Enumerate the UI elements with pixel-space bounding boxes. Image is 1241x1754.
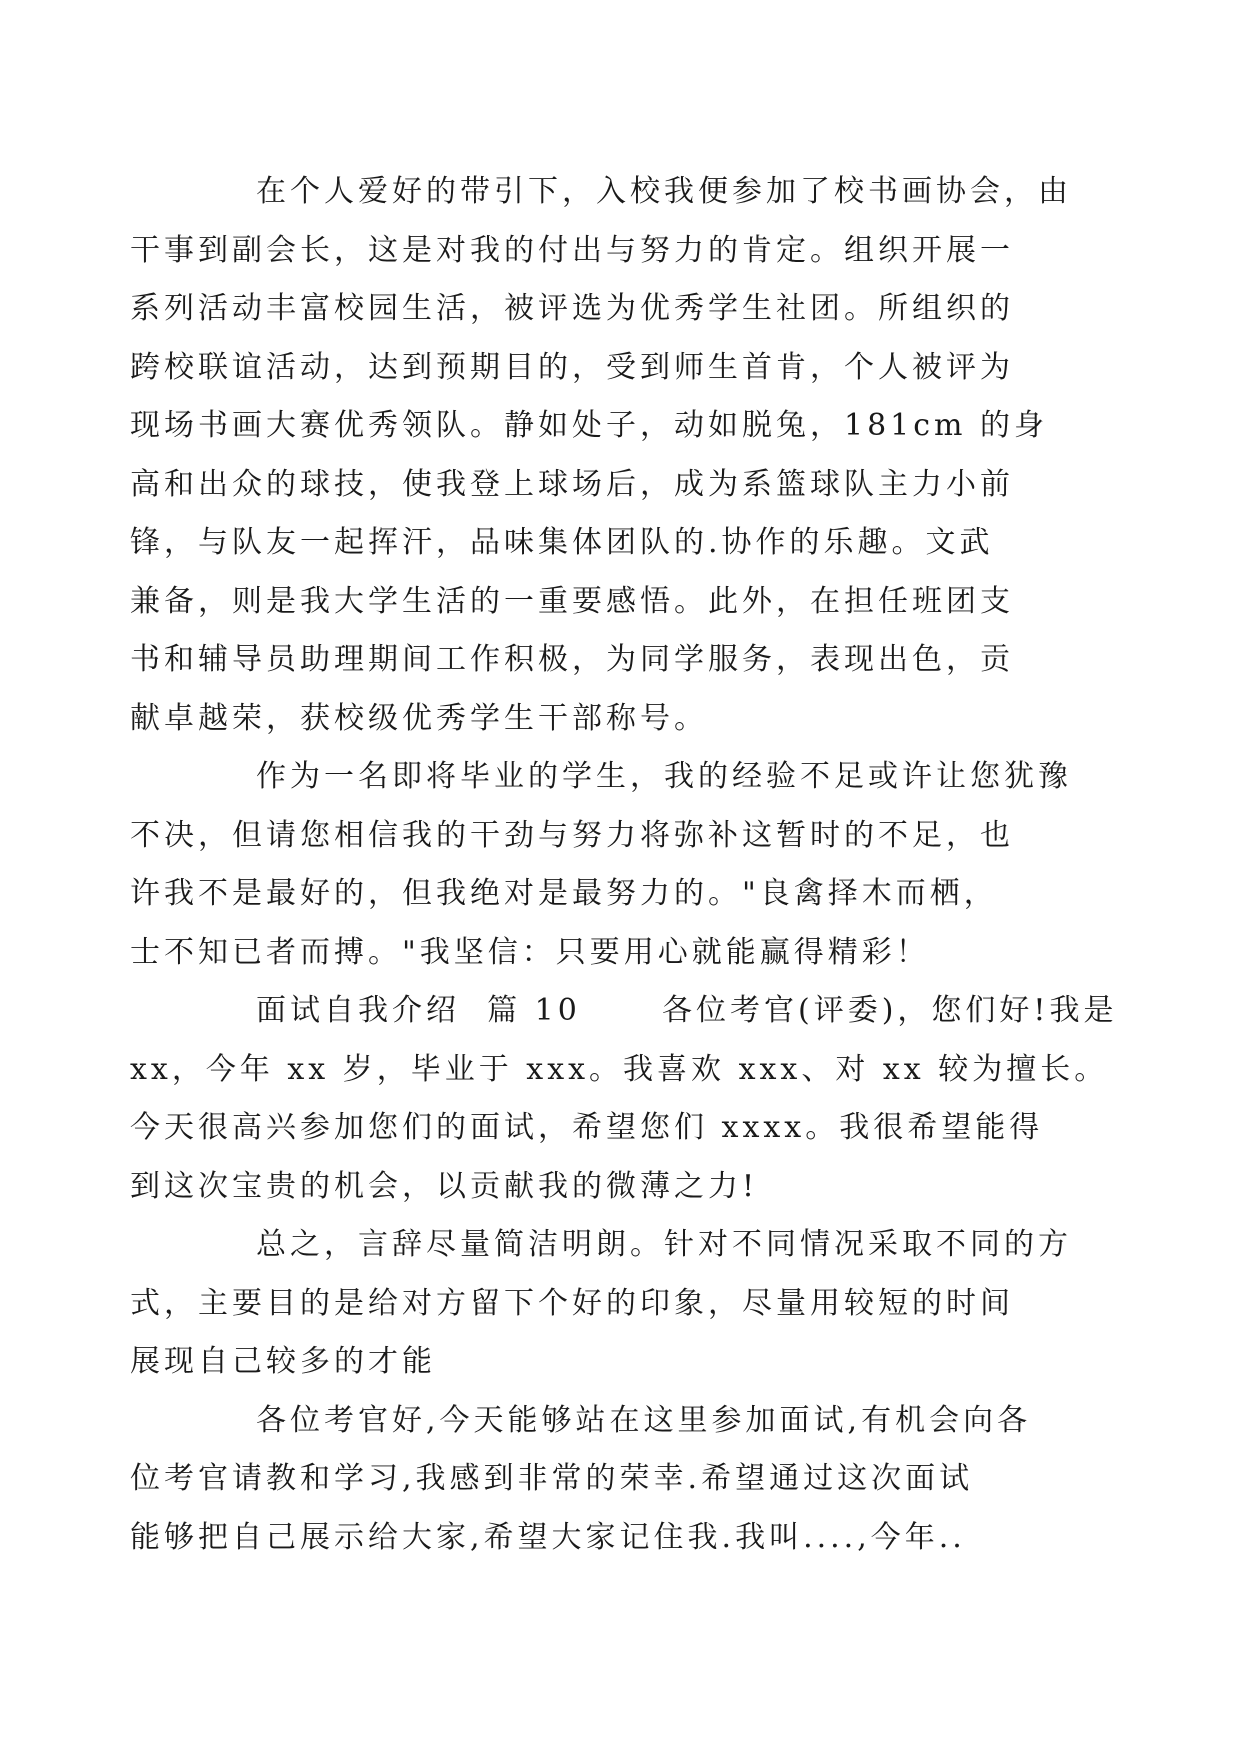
text-line: 展现自己较多的才能 bbox=[130, 1344, 436, 1379]
text-line: 今天很高兴参加您们的面试，希望您们 xxxx。我很希望能得 bbox=[130, 1110, 1044, 1145]
text-line: 跨校联谊活动，达到预期目的，受到师生首肯，个人被评为 bbox=[130, 349, 1014, 385]
paragraph-summary bbox=[130, 1216, 1073, 1392]
paragraph-graduate bbox=[130, 748, 1073, 982]
text-line: 式，主要目的是给对方留下个好的印象，尽量用较短的时间 bbox=[130, 1285, 1014, 1321]
text-line: 能够把自己展示给大家,希望大家记住我.我叫....,今年.. bbox=[130, 1519, 966, 1555]
paragraph-self-intro-10 bbox=[130, 982, 1118, 1216]
text-line: 系列活动丰富校园生活，被评选为优秀学生社团。所组织的 bbox=[130, 291, 1014, 326]
paragraph-hobbies bbox=[130, 163, 1073, 748]
text-line: 献卓越荣，获校级优秀学生干部称号。 bbox=[130, 700, 708, 736]
text-line: 书和辅导员助理期间工作积极，为同学服务，表现出色，贡 bbox=[130, 642, 1014, 677]
text-line: 不决，但请您相信我的干劲与努力将弥补这暂时的不足，也 bbox=[130, 817, 1014, 853]
text-line: xx，今年 xx 岁，毕业于 xxx。我喜欢 xxx、对 xx 较为擅长。 bbox=[130, 1051, 1109, 1087]
text-line: 位考官请教和学习,我感到非常的荣幸.希望通过这次面试 bbox=[130, 1461, 974, 1496]
text-line: 各位考官好,今天能够站在这里参加面试,有机会向各 bbox=[256, 1402, 1032, 1438]
paragraph-greeting bbox=[130, 1392, 1073, 1568]
text-line: 面试自我介绍 篇 10 各位考官(评委)，您们好!我是 bbox=[256, 993, 1118, 1028]
text-line: 士不知已者而搏。"我坚信：只要用心就能赢得精彩！ bbox=[130, 934, 930, 970]
text-line: 许我不是最好的，但我绝对是最努力的。"良禽择木而栖， bbox=[130, 876, 998, 911]
text-line: 总之，言辞尽量简洁明朗。针对不同情况采取不同的方 bbox=[256, 1227, 1072, 1262]
text-line: 兼备，则是我大学生活的一重要感悟。此外，在担任班团支 bbox=[130, 583, 1014, 619]
text-line: 锋，与队友一起挥汗，品味集体团队的.协作的乐趣。文武 bbox=[130, 525, 994, 560]
text-line: 现场书画大赛优秀领队。静如处子，动如脱兔，181cm 的身 bbox=[130, 408, 1049, 443]
text-line: 高和出众的球技，使我登上球场后，成为系篮球队主力小前 bbox=[130, 466, 1014, 502]
text-line: 到这次宝贵的机会，以贡献我的微薄之力! bbox=[130, 1168, 759, 1204]
text-line: 作为一名即将毕业的学生，我的经验不足或许让您犹豫 bbox=[256, 759, 1072, 794]
document-body bbox=[130, 163, 1118, 1567]
text-line: 在个人爱好的带引下，入校我便参加了校书画协会，由 bbox=[256, 174, 1072, 209]
text-line: 干事到副会长，这是对我的付出与努力的肯定。组织开展一 bbox=[130, 232, 1014, 268]
